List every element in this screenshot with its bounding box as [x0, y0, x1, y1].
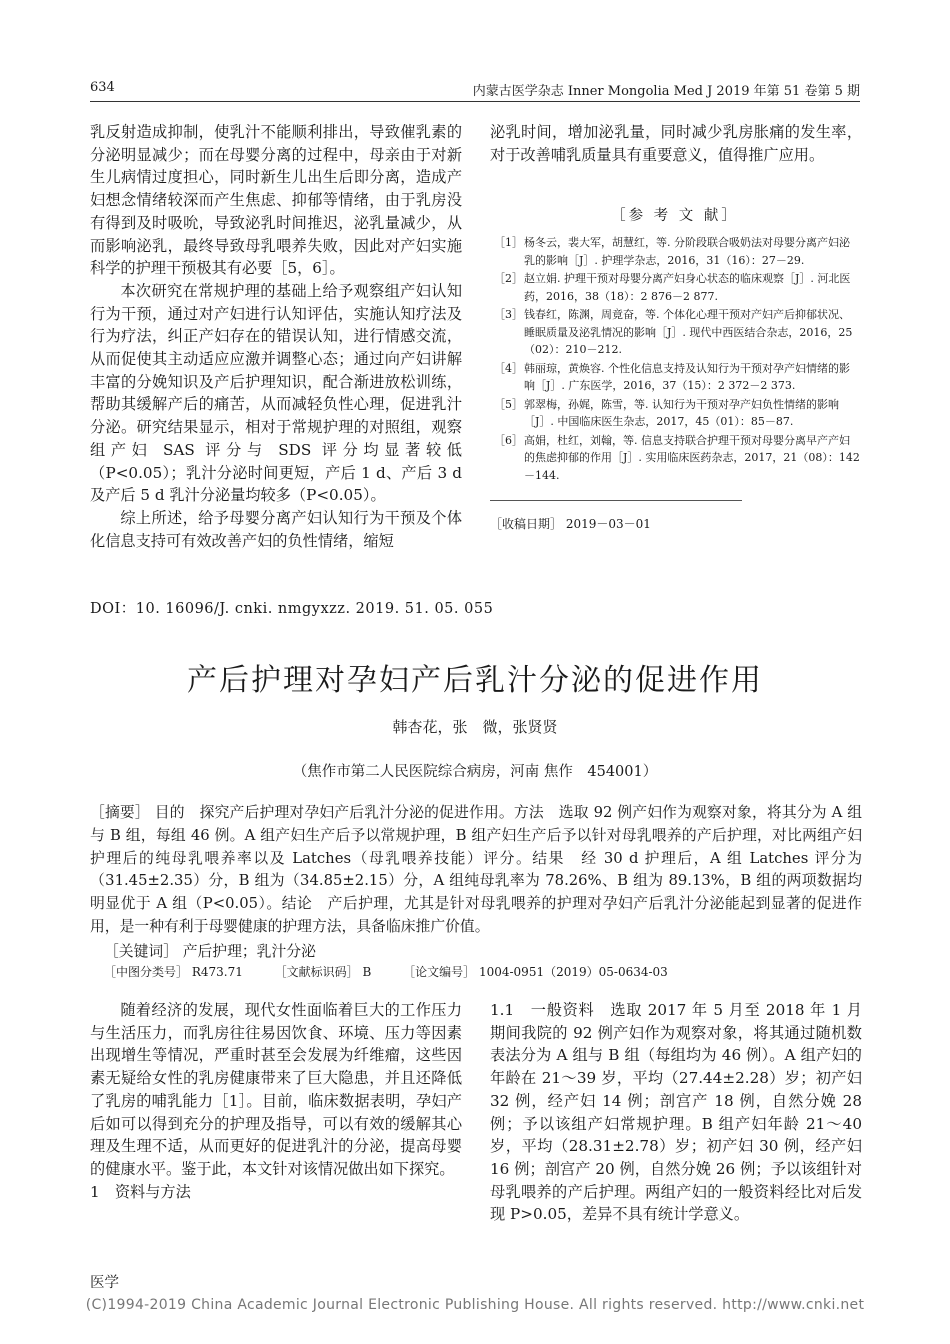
- body-left-column: [90, 999, 462, 1203]
- reference-number: ［5］: [494, 397, 523, 411]
- references-heading: ［参 考 文 献］: [611, 208, 739, 224]
- prev-paragraph: 泌乳时间，增加泌乳量，同时减少乳房胀痛的发生率，对于改善哺乳质量具有重要意义，值得推广应用。: [490, 123, 862, 164]
- reference-item: [490, 270, 860, 305]
- received-date: ［收稿日期］ 2019－03－01: [490, 517, 651, 531]
- reference-text: 韩丽琼，黄焕容. 个性化信息支持及认知行为干预对孕产妇情绪的影响［J］. 广东医学，2016，37（15）：2 372－2 373.: [524, 361, 850, 392]
- methods-paragraph: 1.1 一般资料 选取 2017 年 5 月至 2018 年 1 月期间我院的 92 例产妇作为观察对象，将其通过随机数表法分为 A 组与 B 组（每组均为 46 例）。A 组产妇的年龄在 21～39 岁，平均（27.44±2.28）岁；初产妇 32 例，经产妇 14 例；剖宫产 18 例，自然分娩 28 例；予以该组产妇常规护理。B 组产妇年龄 21～40 岁，平均（28.31±2.78）岁；初产妇 30 例，经产妇 16 例；剖宫产 20 例，自然分娩 26 例；予以该组针对母乳喂养的产后护理。两组产妇的一般资料经比对后发现 P>0.05，差异不具有统计学意义。: [490, 1001, 862, 1224]
- doi: DOI：10. 16096/J. cnki. nmgyxzz. 2019. 51. 05. 055: [90, 601, 494, 617]
- reference-item: [490, 306, 860, 359]
- reference-text: 钱春红，陈渊，周竟奋，等. 个体化心理干预对产妇产后抑郁状况、睡眠质量及泌乳情况的影响［J］. 现代中西医结合杂志，2016，25（02）：210－212.: [524, 308, 853, 356]
- affiliation: （焦作市第二人民医院综合病房，河南 焦作 454001）: [292, 764, 658, 780]
- abstract-text: ［摘要］ 目的 探究产后护理对孕妇产后乳汁分泌的促进作用。方法 选取 92 例产妇作为观察对象，将其分为 A 组与 B 组，每组 46 例。A 组产妇生产后予以常规护理，B 组产妇生产后予以针对母乳喂养的产后护理，对比两组产妇护理后的纯母乳喂养率以及 Latches（母乳喂养技能）评分。结果 经 30 d 护理后，A 组 Latches 评分为（31.45±2.35）分，B 组为（34.85±2.15）分，A 组纯母乳率为 78.26%、B 组为 89.13%，B 组的两项数据均明显优于 A 组（P<0.05）。结论 产后护理，尤其是针对母乳喂养的护理对孕妇产后乳汁分泌能起到显著的促进作用，是一种有利于母婴健康的护理方法，具备临床推广价值。: [90, 804, 862, 935]
- reference-number: ［6］: [494, 433, 523, 447]
- reference-text: 高娟，杜红，刘翰，等. 信息支持联合护理干预对母婴分离早产产妇的焦虑抑郁的作用［J］. 实用临床医药杂志，2017，21（08）：142－144.: [524, 433, 860, 482]
- keywords: ［关键词］ 产后护理；乳汁分泌: [104, 943, 316, 960]
- footer-field: 医学: [90, 1275, 119, 1291]
- body-right-column: [490, 999, 862, 1226]
- prev-paragraph: 乳反射造成抑制，使乳汁不能顺利排出，导致催乳素的分泌明显减少；而在母婴分离的过程中，母亲由于对新生儿病情过度担心，同时新生儿出生后即分离，造成产妇想念情绪较深而产生焦虑、抑郁等情绪，由于乳房没有得到及时吸吮，导致泌乳时间推迟，泌乳量减少，从而影响泌乳，最终导致母乳喂养失败，因此对产妇实施科学的护理干预极其有必要［5，6］。: [90, 123, 462, 278]
- references-list: [490, 234, 860, 485]
- reference-text: 杨冬云，裴大军，胡慧红，等. 分阶段联合吸奶法对母婴分离产妇泌乳的影响［J］. 护理学杂志，2016，31（16）：27－29.: [524, 236, 850, 267]
- reference-number: ［2］: [494, 272, 523, 285]
- reference-item: [490, 396, 860, 431]
- prev-article-left-column: [90, 121, 462, 552]
- article-number: ［论文编号］ 1004-0951（2019）05-0634-03: [403, 965, 668, 979]
- copyright-watermark: (C)1994-2019 China Academic Journal Electronic Publishing House. All rights reserved. http://www.cnki.net: [85, 1297, 865, 1313]
- prev-paragraph: 本次研究在常规护理的基础上给予观察组产妇认知行为干预，通过对产妇进行认知评估，实施认知疗法及行为疗法，纠正产妇存在的错误认知，进行情感交流，从而促使其主动适应应激并调整心态；通过向产妇讲解丰富的分娩知识及产后护理知识，配合渐进放松训练，帮助其缓解产后的痛苦，从而减轻负性心理，促进乳汁分泌。研究结果显示，相对于常规护理的对照组，观察组产妇 SAS 评分与 SDS 评分均显著较低（P<0.05）；乳汁分泌时间更短，产后 1 d、产后 3 d 及产后 5 d 乳汁分泌量均较多（P<0.05）。: [90, 281, 462, 505]
- prev-article-right-column: [490, 121, 862, 166]
- document-code: ［文献标识码］ B: [274, 965, 372, 979]
- page-number: 634: [90, 80, 115, 95]
- section-heading: 1 资料与方法: [90, 1182, 191, 1201]
- reference-number: ［1］: [494, 236, 523, 249]
- classification-line: [104, 963, 696, 980]
- reference-text: 赵立娟. 护理干预对母婴分离产妇身心状态的临床观察［J］. 河北医药，2016，38（18）：2 876－2 877.: [524, 272, 851, 303]
- reference-item: [490, 360, 860, 395]
- intro-paragraph: 随着经济的发展，现代女性面临着巨大的工作压力与生活压力，而乳房往往易因饮食、环境、压力等因素出现增生等情况，严重时甚至会发展为纤维瘤，这些因素无疑给女性的乳房健康带来了巨大隐患，并且还降低了乳房的哺乳能力［1］。目前，临床数据表明，孕妇产后如可以得到充分的护理及指导，可以有效的缓解其心理及生理不适，从而更好的促进乳汁的分泌，提高母婴的健康水平。鉴于此，本文针对该情况做出如下探究。: [90, 1001, 462, 1178]
- reference-text: 郭翠梅，孙娓，陈雪，等. 认知行为干预对孕产妇负性情绪的影响［J］. 中国临床医生杂志，2017，45（01）：85－87.: [524, 397, 839, 428]
- reference-number: ［4］: [494, 361, 523, 375]
- references-rule: [490, 500, 742, 501]
- abstract: [90, 802, 862, 939]
- reference-item: [490, 234, 860, 269]
- header-rule: [90, 101, 860, 102]
- journal-header: 内蒙古医学杂志 Inner Mongolia Med J 2019 年第 51 卷第 5 期: [472, 84, 860, 99]
- reference-number: ［3］: [494, 308, 523, 321]
- article-title: 产后护理对孕妇产后乳汁分泌的促进作用: [187, 663, 763, 698]
- clc-number: ［中图分类号］ R473.71: [104, 965, 243, 979]
- reference-item: [490, 432, 860, 485]
- authors: 韩杏花，张 微，张贤贤: [392, 718, 558, 736]
- prev-paragraph: 综上所述，给予母婴分离产妇认知行为干预及个体化信息支持可有效改善产妇的负性情绪，缩短: [90, 508, 462, 550]
